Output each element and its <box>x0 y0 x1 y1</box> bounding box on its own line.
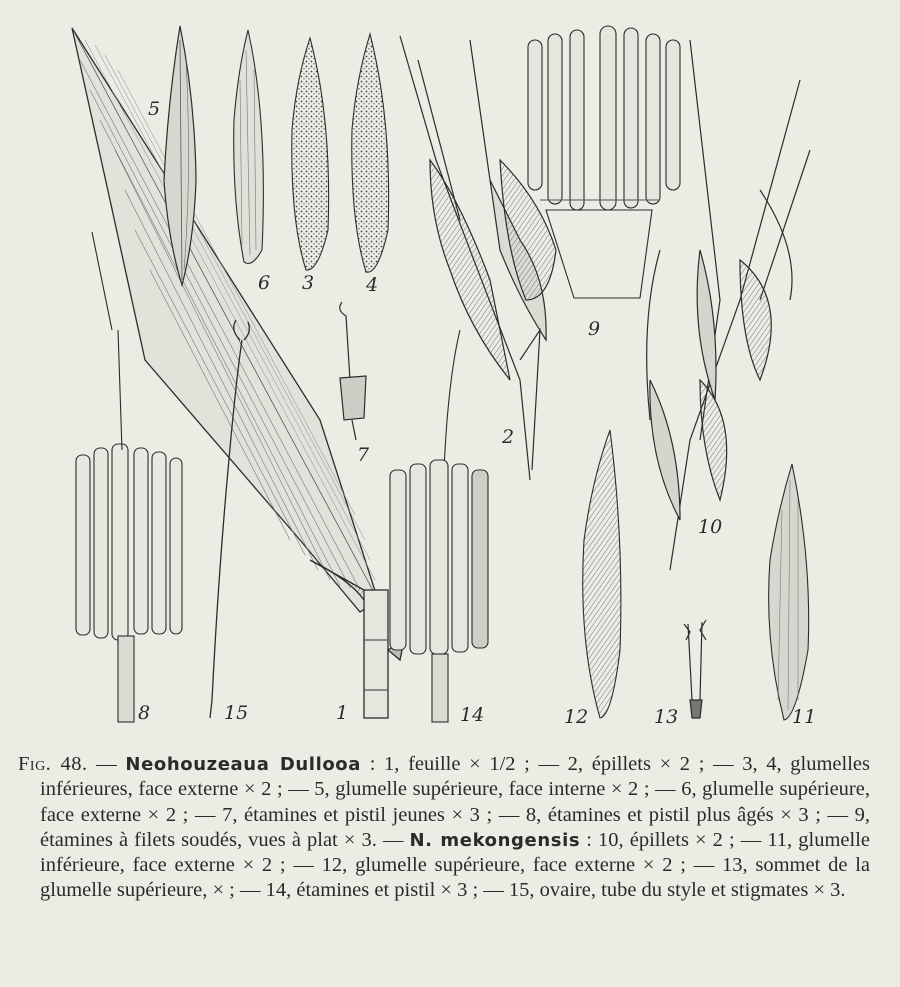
label-12: 12 <box>564 706 589 728</box>
fig7-stamens <box>340 302 366 440</box>
label-15: 15 <box>224 702 249 724</box>
label-9: 9 <box>588 318 601 340</box>
genus-dullooa: Neohouzeaua Dullooa <box>125 754 362 775</box>
caption-text-mekongensis: : 10, épillets × 2 ; — 11, glumelle inférieure, face externe × 2 ; — 12, glumelle supérieure, face externe × 2 ; — 13, sommet de la glumelle supérieure, × ; — 14, étamines et pistil × 3 ; — 15, ovaire, tube du style et stigmates × 3. <box>40 828 870 902</box>
label-5: 5 <box>148 98 161 120</box>
label-7: 7 <box>357 444 370 466</box>
caption-dash: — <box>87 753 126 775</box>
label-6: 6 <box>258 272 271 294</box>
label-3: 3 <box>302 272 315 294</box>
figure-caption <box>18 752 870 904</box>
figure-number: Fig. 48. <box>18 753 88 775</box>
genus-mekongensis: N. mekongensis <box>409 829 581 851</box>
label-2: 2 <box>502 426 515 448</box>
caption-text-dullooa: : 1, feuille × 1/2 ; — 2, épillets × 2 ; — 3, 4, glumelles inférieures, face externe × 2 ; — 5, glumelle supérieure, face interne × 2 ; — 6, glumelle supérieure, face externe × 2 ; — 7, étamines et pistil jeunes × 3 ; — 8, étamines et pistil plus âgés × 3 ; — 9, étamines à filets soudés, vues à plat × 3. — <box>40 753 871 851</box>
label-10: 10 <box>698 516 723 538</box>
label-14: 14 <box>460 704 485 726</box>
fig14-stamens <box>390 330 488 722</box>
label-11: 11 <box>792 706 817 728</box>
label-1: 1 <box>336 702 349 724</box>
label-4: 4 <box>366 274 379 296</box>
fig13-glumella-tip <box>684 620 706 718</box>
fig4-glumella <box>352 34 389 272</box>
fig3-glumella <box>292 38 329 270</box>
label-13: 13 <box>654 706 679 728</box>
fig12-glumella <box>583 430 621 718</box>
fig6-glumella <box>234 30 264 264</box>
fig11-glumella <box>769 464 809 720</box>
label-8: 8 <box>138 702 151 724</box>
